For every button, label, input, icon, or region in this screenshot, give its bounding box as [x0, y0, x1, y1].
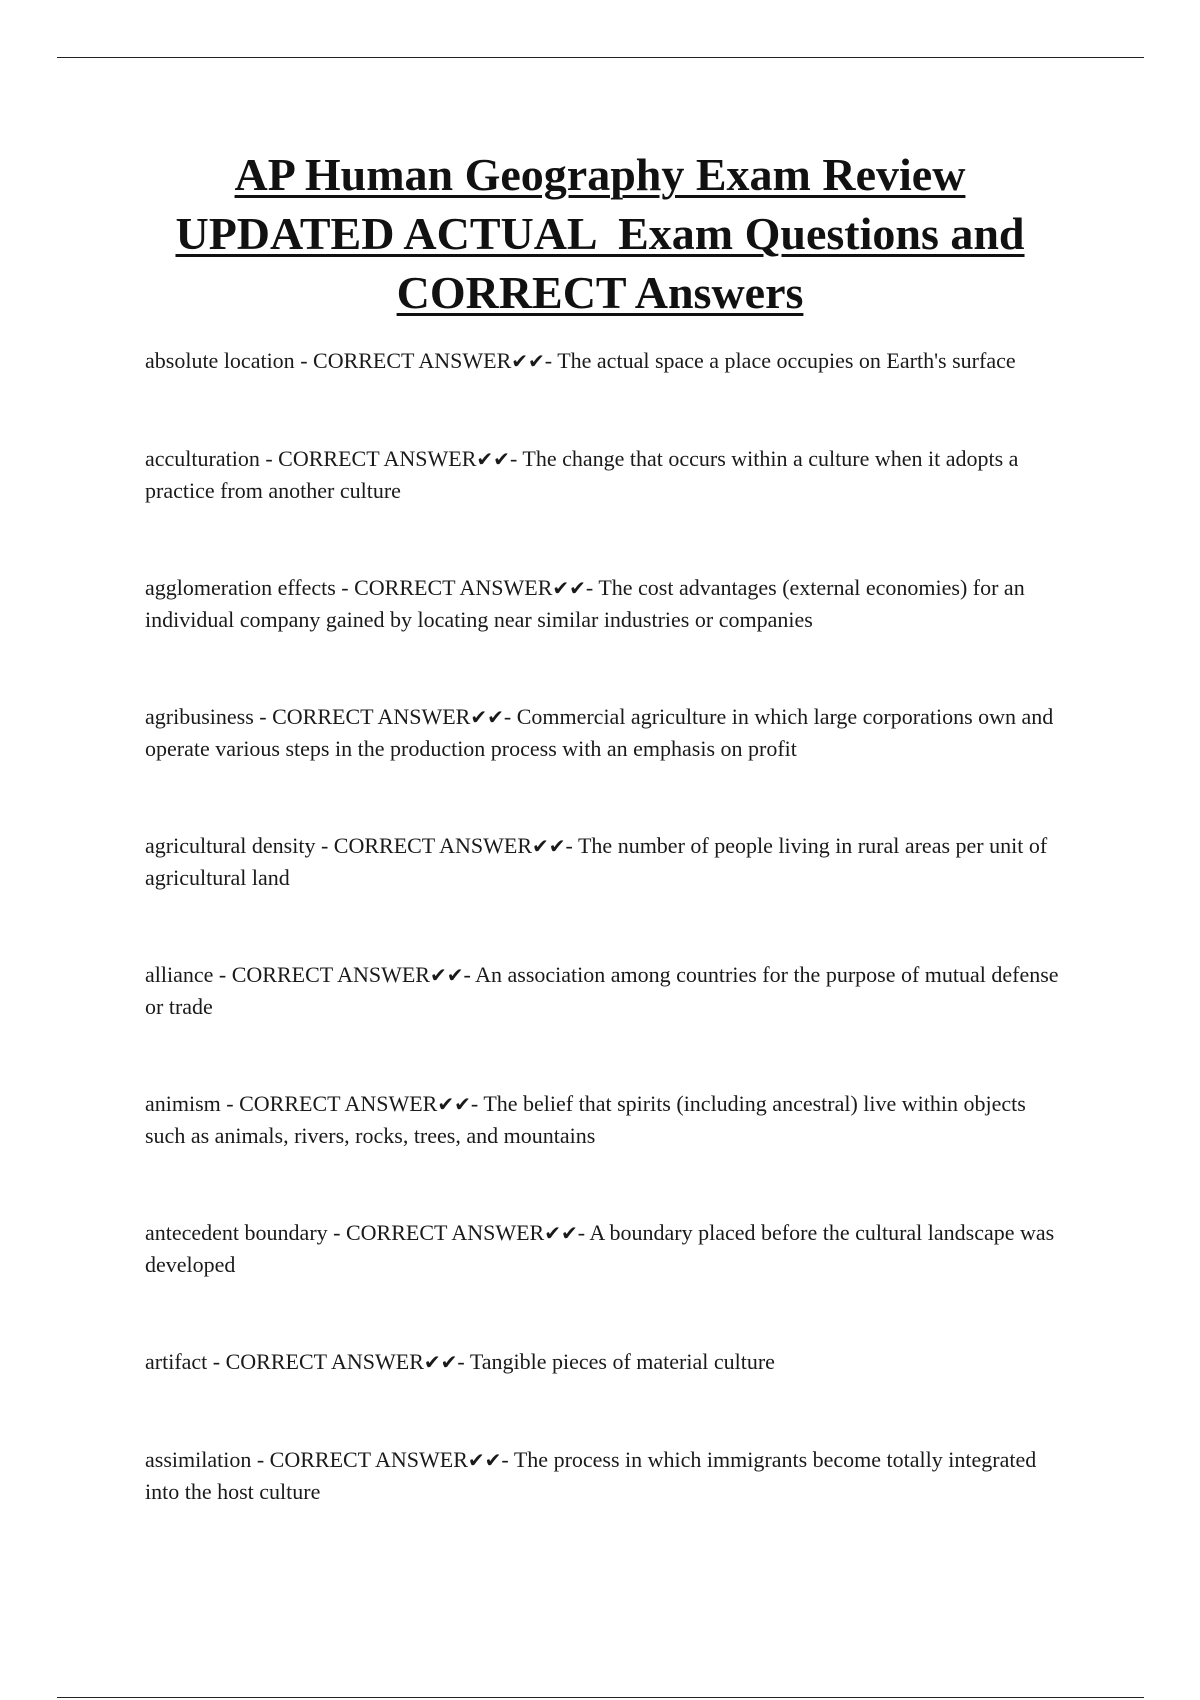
page-title: [100, 145, 1100, 322]
double-check-icon: ✔✔: [470, 705, 504, 729]
entry-definition: The belief that spirits (including ancestral) live within objects such as animals, rivers, rocks, trees, and mountains: [145, 1091, 1026, 1148]
entry-term: absolute location: [145, 348, 295, 373]
entry-answer-marker: CORRECT ANSWER: [272, 704, 471, 729]
entry-definition: Tangible pieces of material culture: [469, 1349, 775, 1374]
entry-definition: An association among countries for the purpose of mutual defense or trade: [145, 962, 1059, 1019]
double-check-icon: ✔✔: [423, 1350, 458, 1374]
glossary-entry: assimilation - CORRECT ANSWER✔✔- The process in which immigrants become totally integrated into the host culture: [145, 1447, 1037, 1504]
glossary-list: [145, 345, 1065, 1573]
entry-definition: The number of people living in rural areas per unit of agricultural land: [145, 833, 1048, 890]
entry-definition: The process in which immigrants become totally integrated into the host culture: [145, 1447, 1037, 1504]
bottom-rule: [57, 1697, 1144, 1698]
double-check-icon: ✔✔: [544, 1221, 578, 1245]
entry-term: agglomeration effects: [145, 575, 336, 600]
top-rule: [57, 57, 1144, 58]
glossary-entry: artifact - CORRECT ANSWER✔✔- Tangible pieces of material culture: [145, 1349, 775, 1374]
entry-answer-marker: CORRECT ANSWER: [333, 833, 533, 858]
double-check-icon: ✔✔: [429, 963, 464, 987]
glossary-entry: antecedent boundary - CORRECT ANSWER✔✔- A boundary placed before the cultural landscape was developed: [145, 1220, 1055, 1277]
entry-answer-marker: CORRECT ANSWER: [231, 962, 430, 987]
entry-answer-marker: CORRECT ANSWER: [354, 575, 553, 600]
entry-term: acculturation: [145, 446, 260, 471]
entry-answer-marker: CORRECT ANSWER: [269, 1447, 468, 1472]
entry-definition: The change that occurs within a culture when it adopts a practice from another culture: [145, 446, 1019, 503]
glossary-entry: agglomeration effects - CORRECT ANSWER✔✔- The cost advantages (external economies) for an individual company gained by locating near similar industries or companies: [145, 575, 1025, 632]
glossary-entry: absolute location - CORRECT ANSWER✔✔- The actual space a place occupies on Earth's surface: [145, 348, 1016, 373]
entry-term: agribusiness: [145, 704, 254, 729]
entry-term: animism: [145, 1091, 221, 1116]
entry-term: assimilation: [145, 1447, 252, 1472]
title-line-2: UPDATED ACTUAL Exam Questions and: [175, 208, 1025, 259]
glossary-entry: animism - CORRECT ANSWER✔✔- The belief that spirits (including ancestral) live within objects such as animals, rivers, rocks, trees, and mountains: [145, 1091, 1026, 1148]
glossary-entry: agribusiness - CORRECT ANSWER✔✔- Commercial agriculture in which large corporations own and operate various steps in the production process with an emphasis on profit: [145, 704, 1054, 761]
glossary-entry: agricultural density - CORRECT ANSWER✔✔- The number of people living in rural areas per unit of agricultural land: [145, 833, 1048, 890]
entry-definition: The actual space a place occupies on Earth's surface: [557, 348, 1016, 373]
entry-term: antecedent boundary: [145, 1220, 328, 1245]
entry-term: artifact: [145, 1349, 208, 1374]
glossary-entry: acculturation - CORRECT ANSWER✔✔- The change that occurs within a culture when it adopts a practice from another culture: [145, 446, 1019, 503]
entry-answer-marker: CORRECT ANSWER: [313, 348, 512, 373]
entry-answer-marker: CORRECT ANSWER: [345, 1220, 545, 1245]
double-check-icon: ✔✔: [437, 1092, 471, 1116]
glossary-entry: alliance - CORRECT ANSWER✔✔- An association among countries for the purpose of mutual defense or trade: [145, 962, 1059, 1019]
double-check-icon: ✔✔: [532, 834, 566, 858]
double-check-icon: ✔✔: [467, 1448, 502, 1472]
entry-term: alliance: [145, 962, 214, 987]
entry-definition: A boundary placed before the cultural landscape was developed: [145, 1220, 1055, 1277]
title-line-1: AP Human Geography Exam Review: [234, 149, 966, 200]
title-line-3: CORRECT Answers: [396, 267, 804, 318]
double-check-icon: ✔✔: [476, 447, 510, 471]
entry-definition: Commercial agriculture in which large corporations own and operate various steps in the production process with an emphasis on profit: [145, 704, 1054, 761]
double-check-icon: ✔✔: [511, 349, 545, 373]
entry-answer-marker: CORRECT ANSWER: [225, 1349, 424, 1374]
entry-answer-marker: CORRECT ANSWER: [239, 1091, 438, 1116]
entry-definition: The cost advantages (external economies) for an individual company gained by locating near similar industries or companies: [145, 575, 1025, 632]
double-check-icon: ✔✔: [552, 576, 586, 600]
entry-term: agricultural density: [145, 833, 316, 858]
entry-answer-marker: CORRECT ANSWER: [278, 446, 477, 471]
